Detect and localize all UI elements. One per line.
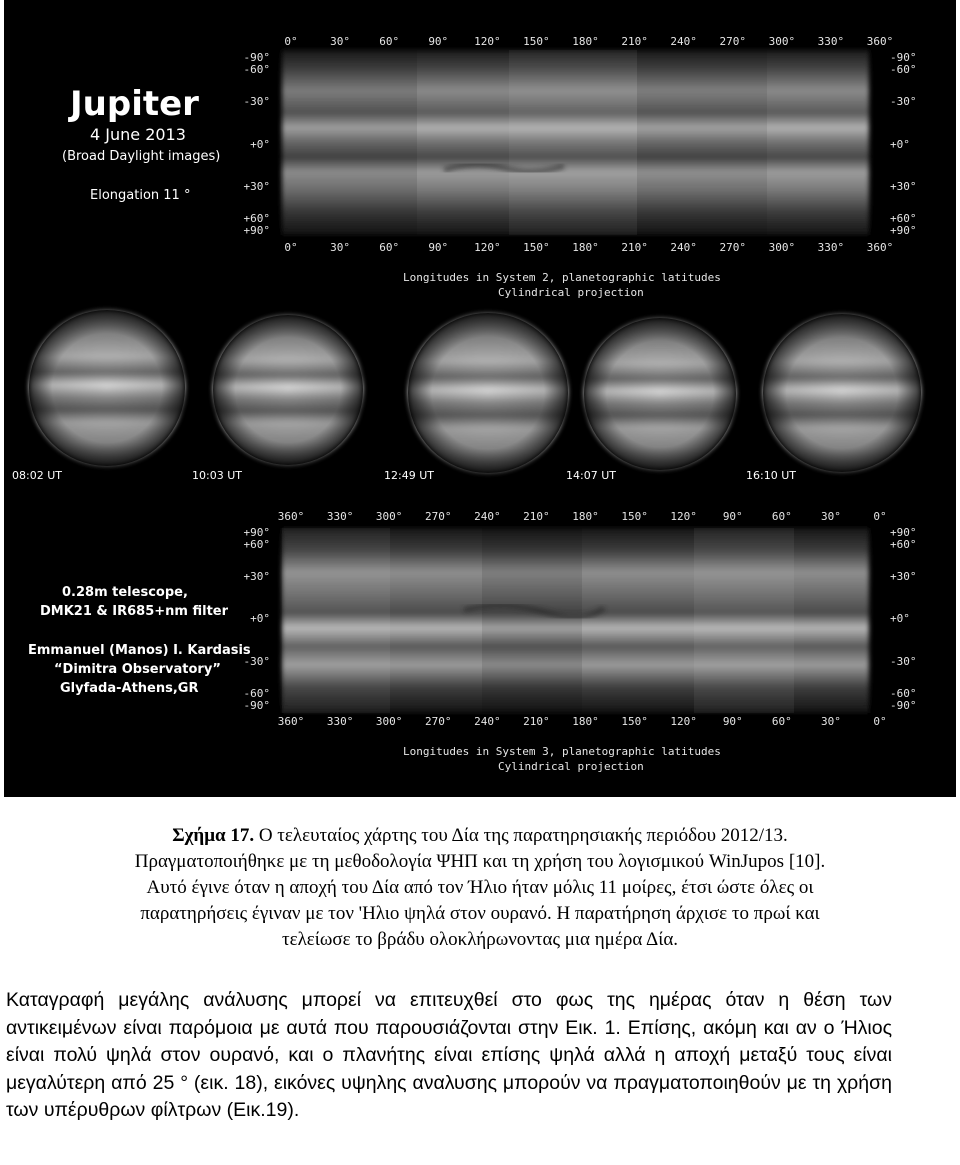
longitude-label: 60° bbox=[771, 715, 792, 728]
longitude-label: 300° bbox=[768, 35, 796, 48]
latitude-label: +30° bbox=[243, 180, 270, 193]
longitude-label: 330° bbox=[817, 35, 845, 48]
longitude-label: 360° bbox=[277, 510, 305, 523]
disk-3-time: 12:49 UT bbox=[384, 469, 434, 482]
latitude-label: +0° bbox=[890, 138, 910, 151]
jupiter-figure bbox=[4, 0, 956, 797]
latitude-label: +0° bbox=[890, 612, 910, 625]
caption-line-4: παρατηρήσεις έγιναν με τον 'Ηλιο ψηλά στον ουρανό. Η παρατήρηση άρχισε το πρωί και bbox=[140, 903, 820, 924]
longitude-label: 180° bbox=[572, 510, 599, 523]
longitude-label: 150° bbox=[621, 715, 648, 728]
latitude-label: +30° bbox=[890, 180, 917, 193]
longitude-label: 300° bbox=[375, 715, 403, 728]
caption-line-5: τελείωσε το βράδυ ολοκλήρωνοντας μια ημέρα Δία. bbox=[281, 929, 679, 950]
longitude-label: 330° bbox=[817, 241, 845, 254]
longitude-label: 240° bbox=[670, 241, 697, 254]
map-system-3 bbox=[244, 510, 917, 773]
disk-3 bbox=[408, 313, 568, 473]
latitude-label: +90° bbox=[243, 224, 270, 237]
longitude-label: 300° bbox=[768, 241, 796, 254]
figure-caption bbox=[0, 823, 960, 953]
latitude-label: -60° bbox=[890, 63, 917, 76]
longitude-label: 90° bbox=[428, 241, 449, 254]
longitude-label: 60° bbox=[379, 35, 400, 48]
longitude-label: 330° bbox=[326, 715, 354, 728]
longitude-label: 180° bbox=[572, 35, 599, 48]
longitude-label: 270° bbox=[425, 715, 452, 728]
latitude-label: -60° bbox=[243, 63, 270, 76]
figure-date: 4 June 2013 bbox=[90, 125, 186, 144]
credit-observatory: “Dimitra Observatory” bbox=[54, 662, 221, 677]
latitude-label: -90° bbox=[890, 699, 917, 712]
latitude-label: +0° bbox=[250, 138, 270, 151]
latitude-label: +90° bbox=[890, 526, 917, 539]
disk-row bbox=[12, 310, 921, 482]
disk-1 bbox=[29, 310, 185, 466]
caption-line-2: Πραγματοποιήθηκε με τη μεθοδολογία ΨΗΠ και τη χρήση του λογισμικού WinJupos [10]. bbox=[134, 851, 826, 872]
figure-title: Jupiter bbox=[70, 84, 199, 124]
longitude-label: 210° bbox=[621, 241, 648, 254]
disk-1-time: 08:02 UT bbox=[12, 469, 62, 482]
latitude-label: -30° bbox=[243, 655, 270, 668]
latitude-label: +30° bbox=[890, 570, 917, 583]
credit-author: Emmanuel (Manos) I. Kardasis bbox=[28, 643, 251, 658]
latitude-label: +0° bbox=[250, 612, 270, 625]
longitude-label: 300° bbox=[375, 510, 403, 523]
longitude-label: 180° bbox=[572, 715, 599, 728]
map-2-note-line1: Longitudes in System 3, planetographic latitudes bbox=[403, 745, 721, 758]
latitude-label: +60° bbox=[890, 538, 917, 551]
longitude-label: 0° bbox=[873, 715, 887, 728]
caption-label: Σχήμα 17. bbox=[172, 825, 255, 846]
longitude-label: 60° bbox=[379, 241, 400, 254]
longitude-label: 0° bbox=[284, 35, 298, 48]
disk-2 bbox=[213, 315, 363, 465]
credit-telescope: 0.28m telescope, bbox=[62, 585, 188, 600]
disk-5 bbox=[763, 314, 921, 472]
longitude-label: 0° bbox=[284, 241, 298, 254]
disk-4 bbox=[584, 318, 736, 470]
credits bbox=[28, 585, 251, 696]
latitude-label: -90° bbox=[243, 699, 270, 712]
longitude-label: 180° bbox=[572, 241, 599, 254]
latitude-label: -60° bbox=[243, 687, 270, 700]
latitude-label: +60° bbox=[890, 212, 917, 225]
latitude-label: -90° bbox=[243, 51, 270, 64]
longitude-label: 90° bbox=[722, 510, 743, 523]
map-2-note-line2: Cylindrical projection bbox=[498, 760, 644, 773]
longitude-label: 210° bbox=[523, 510, 550, 523]
disk-5-time: 16:10 UT bbox=[746, 469, 796, 482]
longitude-label: 240° bbox=[474, 510, 501, 523]
longitude-label: 150° bbox=[523, 241, 550, 254]
longitude-label: 90° bbox=[722, 715, 743, 728]
longitude-label: 0° bbox=[873, 510, 887, 523]
longitude-label: 210° bbox=[523, 715, 550, 728]
caption-line-1-text: Ο τελευταίος χάρτης του Δία της παρατηρησιακής περιόδου 2012/13. bbox=[254, 825, 788, 846]
latitude-label: +60° bbox=[243, 538, 270, 551]
caption-line-3: Αυτό έγινε όταν η αποχή του Δία από τον Ήλιο ήταν μόλις 11 μοίρες, έτσι ώστε όλες οι bbox=[146, 877, 814, 898]
longitude-label: 240° bbox=[670, 35, 697, 48]
longitude-label: 30° bbox=[820, 510, 841, 523]
latitude-label: -30° bbox=[243, 95, 270, 108]
latitude-label: -30° bbox=[890, 655, 917, 668]
longitude-label: 120° bbox=[474, 241, 501, 254]
longitude-label: 360° bbox=[866, 35, 894, 48]
longitude-label: 360° bbox=[866, 241, 894, 254]
latitude-label: -90° bbox=[890, 51, 917, 64]
longitude-label: 270° bbox=[719, 35, 746, 48]
longitude-label: 60° bbox=[771, 510, 792, 523]
credit-camera: DMK21 & IR685+nm filter bbox=[40, 604, 229, 619]
longitude-label: 30° bbox=[820, 715, 841, 728]
figure-subtitle: (Broad Daylight images) bbox=[62, 149, 221, 164]
latitude-label: -60° bbox=[890, 687, 917, 700]
caption-line-1 bbox=[0, 823, 960, 849]
latitude-label: +90° bbox=[243, 526, 270, 539]
map-1-note-line1: Longitudes in System 2, planetographic latitudes bbox=[403, 271, 721, 284]
longitude-label: 120° bbox=[670, 510, 697, 523]
body-paragraph: Καταγραφή μεγάλης ανάλυσης μπορεί να επιτευχθεί στο φως της ημέρας όταν η θέση των αντικειμένων είναι παρόμοια με αυτά που παρουσιάζονται στην Εικ. 1. Επίσης, ακόμη και αν ο Ήλιος είναι πολύ ψηλά στον ουρανό, και ο πλανήτης είναι επίσης ψηλά αλλά η αποχή μεταξύ τους είναι μεγαλύτερη από 25 ° (εικ. 18), εικόνες υψηλης αναλυσης μπορούν να πραγματοποιηθούν με τη χρήση των υπέρυθρων φίλτρων (Εικ.19). bbox=[6, 989, 892, 1121]
longitude-label: 150° bbox=[523, 35, 550, 48]
disk-4-time: 14:07 UT bbox=[566, 469, 616, 482]
longitude-label: 270° bbox=[425, 510, 452, 523]
longitude-label: 90° bbox=[428, 35, 449, 48]
longitude-label: 30° bbox=[330, 241, 351, 254]
longitude-label: 210° bbox=[621, 35, 648, 48]
longitude-label: 120° bbox=[670, 715, 697, 728]
longitude-label: 240° bbox=[474, 715, 501, 728]
latitude-label: -30° bbox=[890, 95, 917, 108]
longitude-label: 120° bbox=[474, 35, 501, 48]
latitude-label: +60° bbox=[243, 212, 270, 225]
longitude-label: 30° bbox=[330, 35, 351, 48]
disk-2-time: 10:03 UT bbox=[192, 469, 242, 482]
longitude-label: 270° bbox=[719, 241, 746, 254]
latitude-label: +30° bbox=[243, 570, 270, 583]
figure-elongation: Elongation 11 ° bbox=[90, 188, 191, 203]
latitude-label: +90° bbox=[890, 224, 917, 237]
map-system-2 bbox=[244, 35, 917, 299]
credit-location: Glyfada-Athens,GR bbox=[60, 681, 199, 696]
longitude-label: 150° bbox=[621, 510, 648, 523]
map-1-note-line2: Cylindrical projection bbox=[498, 286, 644, 299]
longitude-label: 360° bbox=[277, 715, 305, 728]
longitude-label: 330° bbox=[326, 510, 354, 523]
